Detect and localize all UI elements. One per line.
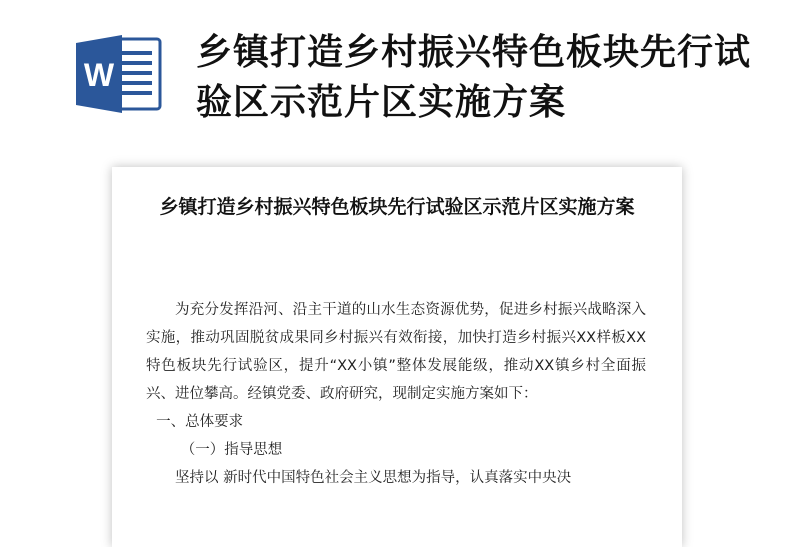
document-body	[146, 296, 646, 492]
header-title: 乡镇打造乡村振兴特色板块先行试验区示范片区实施方案	[196, 32, 752, 123]
word-icon-letter: W	[83, 57, 115, 93]
subsection-paragraph: 坚持以 新时代中国特色社会主义思想为指导，认真落实中央决	[175, 470, 572, 486]
word-document-icon	[76, 33, 164, 115]
section-heading: 一、总体要求	[156, 414, 244, 430]
subsection-heading: （一）指导思想	[180, 442, 283, 458]
intro-paragraph: 为充分发挥沿河、沿主干道的山水生态资源优势，促进乡村振兴战略深入实施，推动巩固脱贫成果同乡村振兴有效衔接，加快打造乡村振兴XX样板XX特色板块先行试验区，提升“XX小镇”整体发展能级，推动XX镇乡村全面振兴、进位攀高。经镇党委、政府研究，现制定实施方案如下：	[146, 302, 646, 402]
document-page	[112, 167, 682, 547]
document-title: 乡镇打造乡村振兴特色板块先行试验区示范片区实施方案	[159, 196, 635, 218]
header-banner	[0, 0, 800, 150]
